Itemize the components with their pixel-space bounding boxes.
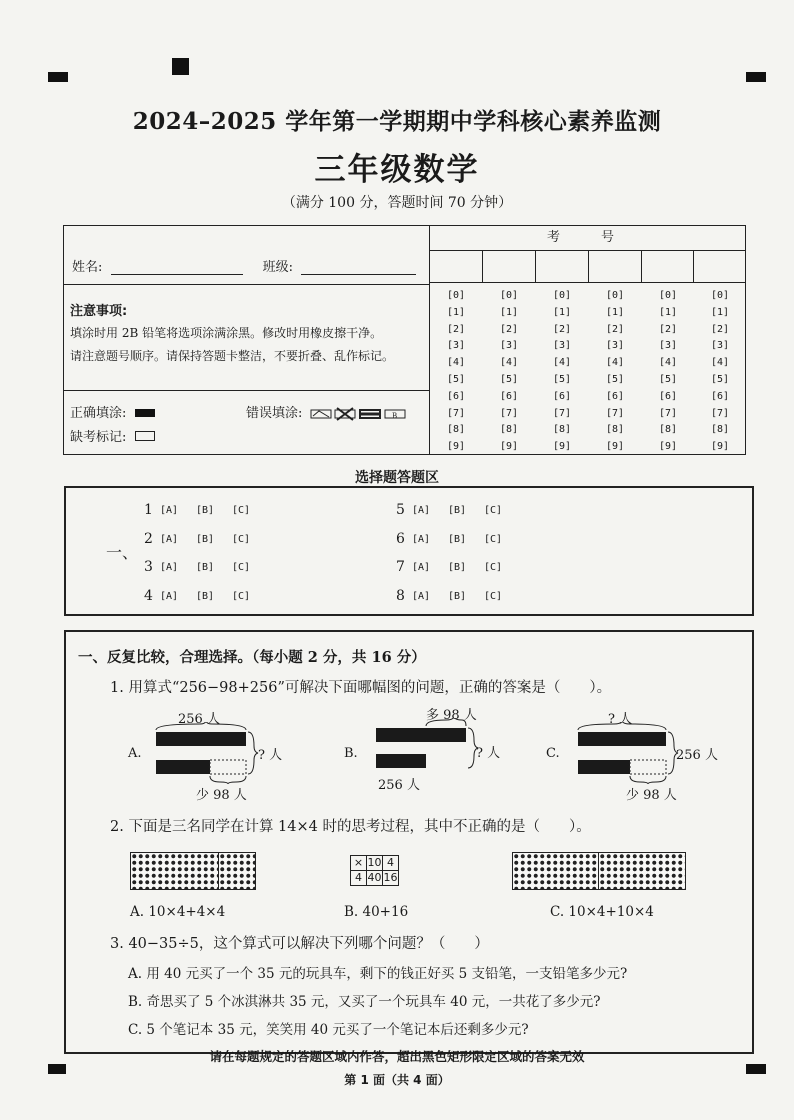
digit-bubble[interactable]: [3] bbox=[658, 340, 678, 352]
q2-dot-array-c-left bbox=[512, 852, 600, 890]
digit-bubble[interactable]: [5] bbox=[710, 373, 730, 385]
section-heading: 一、反复比较，合理选择。（每小题 2 分，共 16 分） bbox=[78, 649, 426, 666]
grid-cell: 10 bbox=[367, 856, 382, 869]
exam-number-digit-column bbox=[483, 288, 535, 456]
digit-bubble[interactable]: [3] bbox=[499, 340, 519, 352]
choice-question-number: 3 bbox=[144, 559, 153, 575]
q2-dot-array-a-left bbox=[130, 852, 220, 890]
registration-mark bbox=[746, 72, 766, 82]
digit-bubble[interactable]: [2] bbox=[605, 323, 625, 335]
q1-option-a-label: A. bbox=[128, 746, 142, 761]
digit-bubble[interactable]: [8] bbox=[605, 424, 625, 436]
exam-number-digit-column bbox=[536, 288, 588, 456]
choice-option-bubble[interactable]: [C] bbox=[484, 533, 503, 545]
digit-bubble[interactable]: [6] bbox=[446, 390, 466, 402]
q1-b-right-label: ? 人 bbox=[476, 746, 501, 761]
q1-option-c-label: C. bbox=[546, 746, 560, 761]
digit-bubble[interactable]: [4] bbox=[710, 357, 730, 369]
choice-option-bubble[interactable]: [C] bbox=[232, 590, 251, 602]
correct-fill-row bbox=[70, 402, 155, 421]
digit-bubble[interactable]: [9] bbox=[658, 441, 678, 453]
q2-dot-array-c-right bbox=[598, 852, 686, 890]
q3-option-c: C. 5 个笔记本 35 元，笑笑用 40 元买了一个笔记本后还剩多少元? bbox=[128, 1022, 529, 1038]
exam-number-digit-column bbox=[642, 288, 694, 456]
digit-bubble[interactable]: [8] bbox=[658, 424, 678, 436]
digit-bubble[interactable]: [2] bbox=[499, 323, 519, 335]
q1-c-diagram bbox=[576, 722, 686, 784]
svg-text:B: B bbox=[391, 411, 397, 420]
digit-bubble[interactable]: [4] bbox=[499, 357, 519, 369]
q1-b-top-label: 多 98 人 bbox=[426, 708, 477, 723]
digit-bubble[interactable]: [8] bbox=[552, 424, 572, 436]
exam-info: （满分 100 分，答题时间 70 分钟） bbox=[281, 195, 513, 211]
q1-b-diagram bbox=[372, 718, 482, 778]
digit-bubble[interactable]: [3] bbox=[552, 340, 572, 352]
correct-fill-label: 正确填涂: bbox=[70, 406, 127, 421]
digit-bubble[interactable]: [0] bbox=[710, 290, 730, 301]
digit-bubble[interactable]: [5] bbox=[499, 373, 519, 385]
digit-bubble[interactable]: [9] bbox=[710, 441, 730, 453]
choice-option-bubble[interactable]: [A] bbox=[160, 505, 179, 516]
q1-c-top-label: ? 人 bbox=[608, 712, 633, 727]
choice-option-bubble[interactable]: [C] bbox=[484, 505, 503, 516]
q2-dot-array-a-right bbox=[218, 852, 256, 890]
digit-bubble[interactable]: [7] bbox=[499, 407, 519, 419]
digit-bubble[interactable]: [3] bbox=[446, 340, 466, 352]
digit-bubble[interactable]: [6] bbox=[499, 390, 519, 402]
digit-bubble[interactable]: [1] bbox=[710, 306, 730, 318]
exam-number-box[interactable] bbox=[483, 251, 536, 283]
choice-option-bubble[interactable]: [B] bbox=[196, 562, 215, 573]
digit-bubble[interactable]: [0] bbox=[499, 290, 519, 301]
section-mark: 一、 bbox=[106, 543, 139, 562]
digit-bubble[interactable]: [2] bbox=[658, 323, 678, 335]
notes-line-1: 填涂时用 2B 铅笔将选项涂满涂黑。修改时用橡皮擦干净。 bbox=[70, 326, 383, 340]
choice-option-bubble[interactable]: [A] bbox=[412, 533, 431, 545]
digit-bubble[interactable]: [0] bbox=[658, 290, 678, 301]
digit-bubble[interactable]: [8] bbox=[499, 424, 519, 436]
choice-option-bubble[interactable]: [B] bbox=[448, 533, 467, 545]
absent-mark-row bbox=[70, 426, 155, 445]
digit-bubble[interactable]: [6] bbox=[710, 390, 730, 402]
q1-c-bottom-label: 少 98 人 bbox=[626, 788, 677, 803]
choice-option-bubble[interactable]: [C] bbox=[232, 505, 251, 516]
choice-option-bubble[interactable]: [A] bbox=[160, 562, 179, 573]
choice-option-bubble[interactable]: [B] bbox=[196, 590, 215, 602]
q2-option-c: C. 10×4+10×4 bbox=[550, 904, 654, 920]
q1-a-bottom-label: 少 98 人 bbox=[196, 788, 247, 803]
digit-bubble[interactable]: [6] bbox=[605, 390, 625, 402]
digit-bubble[interactable]: [9] bbox=[499, 441, 519, 453]
digit-bubble[interactable]: [9] bbox=[552, 441, 572, 453]
choice-option-bubble[interactable]: [A] bbox=[412, 505, 431, 516]
q3-option-b: B. 奇思买了 5 个冰淇淋共 35 元，又买了一个玩具车 40 元，一共花了多少元? bbox=[128, 994, 601, 1010]
exam-number-box[interactable] bbox=[430, 251, 483, 283]
digit-bubble[interactable]: [3] bbox=[710, 340, 730, 352]
digit-bubble[interactable]: [1] bbox=[658, 306, 678, 318]
exam-number-box[interactable] bbox=[536, 251, 589, 283]
q1-c-right-label: 256 人 bbox=[676, 748, 718, 763]
question-1-text: 1. 用算式“256−98+256”可解决下面哪幅图的问题，正确的答案是（ ）。 bbox=[110, 680, 612, 696]
grid-cell: × bbox=[351, 856, 367, 871]
absent-mark-box[interactable] bbox=[135, 431, 155, 441]
choice-option-bubble[interactable]: [B] bbox=[448, 590, 467, 602]
q2-option-b: B. 40+16 bbox=[344, 904, 409, 920]
choice-option-bubble[interactable]: [C] bbox=[484, 562, 503, 573]
page-number: 第 1 面（共 4 面） bbox=[344, 1073, 450, 1087]
registration-mark bbox=[172, 58, 189, 75]
choice-option-bubble[interactable]: [C] bbox=[484, 590, 503, 602]
grid-cell: 4 bbox=[351, 871, 367, 886]
class-label: 班级: bbox=[262, 260, 294, 275]
digit-bubble[interactable]: [5] bbox=[605, 373, 625, 385]
digit-bubble[interactable]: [1] bbox=[446, 306, 466, 318]
digit-bubble[interactable]: [9] bbox=[605, 441, 625, 453]
exam-number-box[interactable] bbox=[694, 251, 745, 283]
digit-bubble[interactable]: [1] bbox=[552, 306, 572, 318]
exam-number-box[interactable] bbox=[642, 251, 694, 283]
question-3-text: 3. 40−35÷5，这个算式可以解决下列哪个问题？（ ） bbox=[110, 936, 489, 952]
digit-bubble[interactable]: [4] bbox=[658, 357, 678, 369]
grid-cell: 16 bbox=[383, 871, 398, 884]
exam-title: 2024–2025 学年第一学期期中学科核心素养监测 bbox=[132, 108, 662, 135]
subject-title: 三年级数学 bbox=[314, 152, 480, 188]
digit-bubble[interactable]: [5] bbox=[658, 373, 678, 385]
digit-bubble[interactable]: [7] bbox=[710, 407, 730, 419]
choice-question-number: 7 bbox=[396, 559, 405, 575]
digit-bubble[interactable]: [0] bbox=[552, 290, 572, 301]
digit-bubble[interactable]: [0] bbox=[446, 290, 466, 301]
digit-bubble[interactable]: [5] bbox=[446, 373, 466, 385]
notes-heading: 注意事项: bbox=[70, 304, 128, 319]
wrong-fill-samples-icon bbox=[309, 407, 409, 421]
exam-number-title: 考 号 bbox=[430, 226, 745, 251]
choice-option-bubble[interactable]: [C] bbox=[232, 533, 251, 545]
choice-option-bubble[interactable]: [A] bbox=[412, 562, 431, 573]
q2-option-a: A. 10×4+4×4 bbox=[130, 904, 226, 920]
q1-a-diagram bbox=[154, 722, 264, 784]
digit-bubble[interactable]: [2] bbox=[552, 323, 572, 335]
absent-mark-label: 缺考标记: bbox=[70, 430, 127, 445]
digit-bubble[interactable]: [6] bbox=[552, 390, 572, 402]
choice-question-number: 2 bbox=[144, 530, 153, 547]
digit-bubble[interactable]: [7] bbox=[658, 407, 678, 419]
digit-bubble[interactable]: [3] bbox=[605, 340, 625, 352]
digit-bubble[interactable]: [4] bbox=[552, 357, 572, 369]
choice-option-bubble[interactable]: [B] bbox=[196, 533, 215, 545]
name-label: 姓名: bbox=[72, 260, 103, 275]
exam-number-digit-column bbox=[694, 288, 746, 456]
digit-bubble[interactable]: [2] bbox=[446, 323, 466, 335]
student-info-panel bbox=[64, 226, 430, 454]
digit-bubble[interactable]: [9] bbox=[446, 441, 466, 453]
digit-bubble[interactable]: [1] bbox=[605, 306, 625, 318]
digit-bubble[interactable]: [0] bbox=[605, 290, 625, 301]
choice-area-title: 选择题答题区 bbox=[355, 470, 439, 486]
choice-option-bubble[interactable]: [B] bbox=[196, 505, 215, 516]
q3-option-a: A. 用 40 元买了一个 35 元的玩具车，剩下的钱正好买 5 支铅笔，一支铅笔多少元? bbox=[128, 966, 628, 982]
exam-number-digit-column bbox=[430, 288, 482, 456]
choice-option-bubble[interactable]: [B] bbox=[448, 562, 467, 573]
digit-bubble[interactable]: [8] bbox=[446, 424, 466, 436]
grid-cell: 40 bbox=[367, 871, 382, 884]
wrong-fill-label: 错误填涂: bbox=[246, 406, 303, 421]
digit-bubble[interactable]: [4] bbox=[446, 357, 466, 369]
grid-cell: 4 bbox=[383, 856, 399, 871]
digit-bubble[interactable]: [6] bbox=[658, 390, 678, 402]
name-row bbox=[72, 256, 416, 275]
correct-fill-sample bbox=[135, 409, 155, 417]
q1-a-right-label: ? 人 bbox=[258, 748, 283, 763]
digit-bubble[interactable]: [2] bbox=[710, 323, 730, 335]
digit-bubble[interactable]: [7] bbox=[605, 407, 625, 419]
choice-option-bubble[interactable]: [A] bbox=[160, 533, 179, 545]
notes-line-2: 请注意题号顺序。请保持答题卡整洁，不要折叠、乱作标记。 bbox=[70, 349, 395, 363]
exam-number-box[interactable] bbox=[589, 251, 642, 283]
answer-sheet-header bbox=[63, 225, 746, 455]
choice-question-number: 1 bbox=[144, 502, 153, 518]
q1-a-top-label: 256 人 bbox=[178, 712, 220, 727]
digit-bubble[interactable]: [4] bbox=[605, 357, 625, 369]
digit-bubble[interactable]: [5] bbox=[552, 373, 572, 385]
choice-question-number: 6 bbox=[396, 530, 405, 547]
q1-b-bottom-label: 256 人 bbox=[378, 778, 420, 793]
digit-bubble[interactable]: [7] bbox=[446, 407, 466, 419]
name-field[interactable] bbox=[111, 260, 243, 275]
choice-option-bubble[interactable]: [C] bbox=[232, 562, 251, 573]
q1-option-b-label: B. bbox=[344, 746, 358, 761]
digit-bubble[interactable]: [7] bbox=[552, 407, 572, 419]
choice-question-number: 8 bbox=[396, 587, 405, 604]
wrong-fill-row bbox=[246, 402, 409, 421]
choice-answer-area bbox=[64, 486, 754, 616]
digit-bubble[interactable]: [8] bbox=[710, 424, 730, 436]
registration-mark bbox=[48, 72, 68, 82]
question-2-text: 2. 下面是三名同学在计算 14×4 时的思考过程，其中不正确的是（ ）。 bbox=[110, 819, 591, 835]
choice-option-bubble[interactable]: [A] bbox=[160, 590, 179, 602]
q2-multiplication-grid bbox=[350, 855, 399, 886]
choice-question-number: 5 bbox=[396, 502, 405, 518]
class-field[interactable] bbox=[301, 260, 416, 275]
choice-option-bubble[interactable]: [A] bbox=[412, 590, 431, 602]
exam-number-digit-column bbox=[589, 288, 641, 456]
digit-bubble[interactable]: [1] bbox=[499, 306, 519, 318]
answer-area-notice: 请在每题规定的答题区域内作答，超出黑色矩形限定区域的答案无效 bbox=[209, 1049, 585, 1064]
question-area bbox=[64, 630, 754, 1054]
choice-question-number: 4 bbox=[144, 587, 153, 604]
choice-option-bubble[interactable]: [B] bbox=[448, 505, 467, 516]
